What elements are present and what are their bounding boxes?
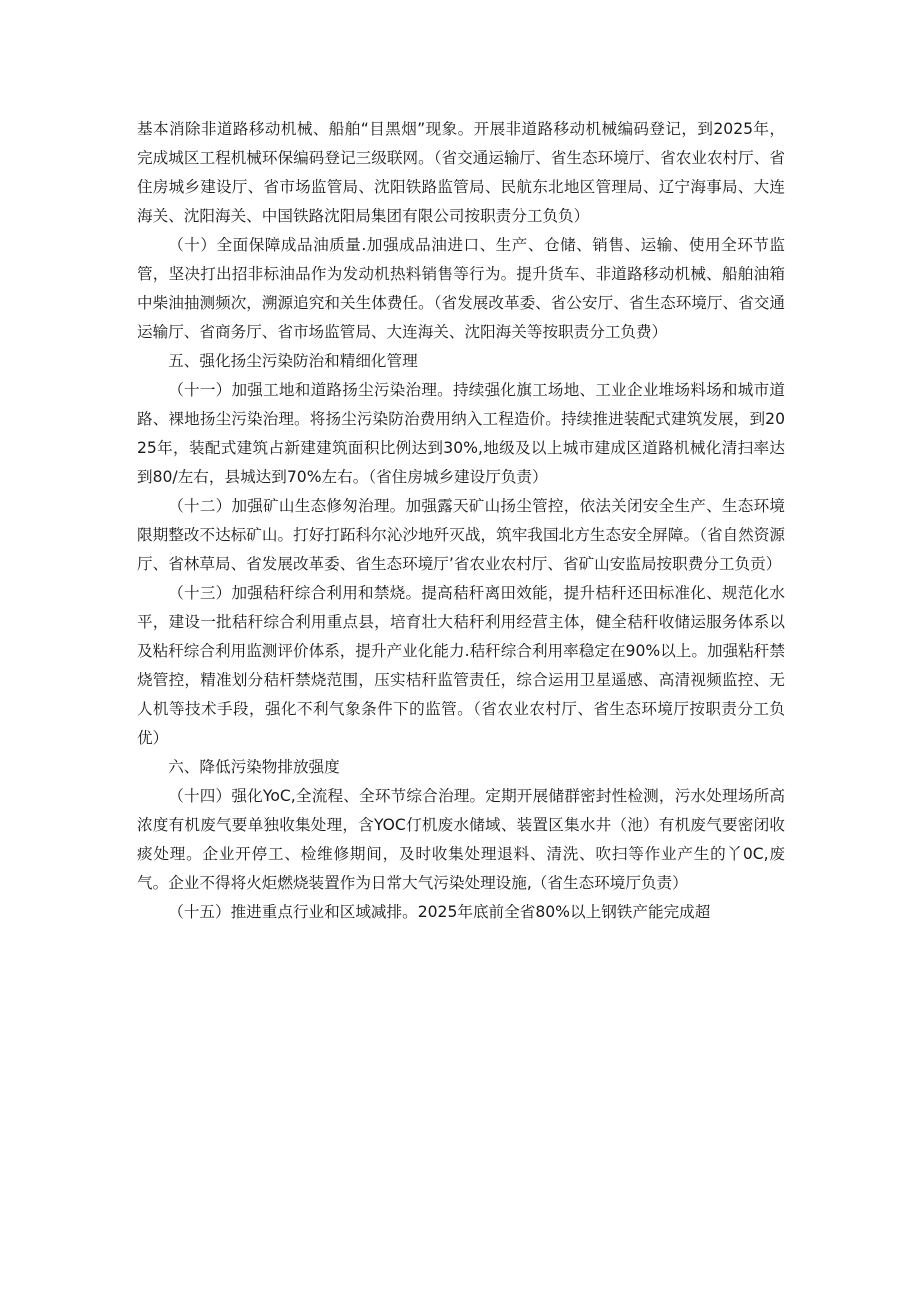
section-heading-6: 六、降低污染物排放强度 [168, 758, 340, 776]
paragraph-2: （十）全面保障成品油质量.加强成品油进口、生产、仓储、销售、运输、使用全环节监管，坚决打出招非标油品作为发动机热料销售等行为。提升货车、非道路移动机械、船舶油箱中柴油抽测频次，溯源追究和关生体费任。（省发展改革委、省公安厅、省生态环境厅、省交通运输厅、省商务厅、省市场监管局、大连海关、沈阳海关等按职责分工负费） [137, 236, 785, 341]
paragraph-3: （十一）加强工地和道路扬尘污染治理。持续强化旗工场地、工业企业堆场料场和城市道路、裸地扬尘污染治理。将扬尘污染防治费用纳入工程造价。持续推进装配式建筑发展，到2025年，装配式建筑占新建建筑面积比例达到30%,地级及以上城市建成区道路机械化清扫率达到80/左右，县城达到70%左右。（省住房城乡建设厅负责） [137, 381, 785, 486]
document-page [137, 115, 785, 927]
paragraph-1: 基本消除非道路移动机械、船舶“目黑烟”现象。开展非道路移动机械编码登记，到2025年，完成城区工程机械环保编码登记三级联网。（省交通运输厅、省生态环境厅、省农业农村厅、省住房城乡建设厅、省市场监管局、沈阳铁路监管局、民航东北地区管理局、辽宁海事局、大连海关、沈阳海关、中国铁路沈阳局集团有限公司按职责分工负负） [137, 120, 785, 225]
section-heading-5: 五、强化扬尘污染防治和精细化管理 [168, 352, 418, 370]
paragraph-6: （十四）强化YoC,全流程、全环节综合治理。定期开展储群密封性检测，污水处理场所高浓度有机废气要单独收集处理，含YOC仃机废水储域、装置区集水井（池）有机废气要密闭收痰处理。企业开停工、检维修期间，及时收集处理退料、清洗、吹扫等作业产生的丫0C,废气。企业不得将火炬燃烧装置作为日常大气污染处理设施,（省生态环境厅负责） [137, 787, 785, 892]
paragraph-5: （十三）加强秸秆综合利用和禁烧。提高秸秆离田效能，提升桔秆还田标准化、规范化水平，建设一批秸秆综合利用重点县，培育壮大秸秆利用经营主体，健全秸秆收储运服务体系以及粘秆综合利用监测评价体系，提升产业化能力.秸秆综合利用率稳定在90%以上。加强粘秆禁烧管控，精准划分秸杆禁烧范围，压实桔秆监管责任，综合运用卫星遥感、高清视频监控、无人机等技术手段，强化不利气象条件下的监管。（省农业农村厅、省生态环境厅按职责分工负优） [137, 584, 785, 747]
paragraph-7: （十五）推进重点行业和区域减排。2025年底前全省80%以上钢铁产能完成超 [168, 903, 711, 921]
paragraph-4: （十二）加强矿山生态修匆治理。加强露天矿山扬尘管控，依法关闭安全生产、生态环境限期整改不达标矿山。打好打跖科尔沁沙地歼灭战，筑牢我国北方生态安全屏障。（省自然资源厅、省林草局、省发展改革委、省生态环境厅’省农业农村厅、省矿山安监局按职费分工负贡） [137, 497, 785, 573]
